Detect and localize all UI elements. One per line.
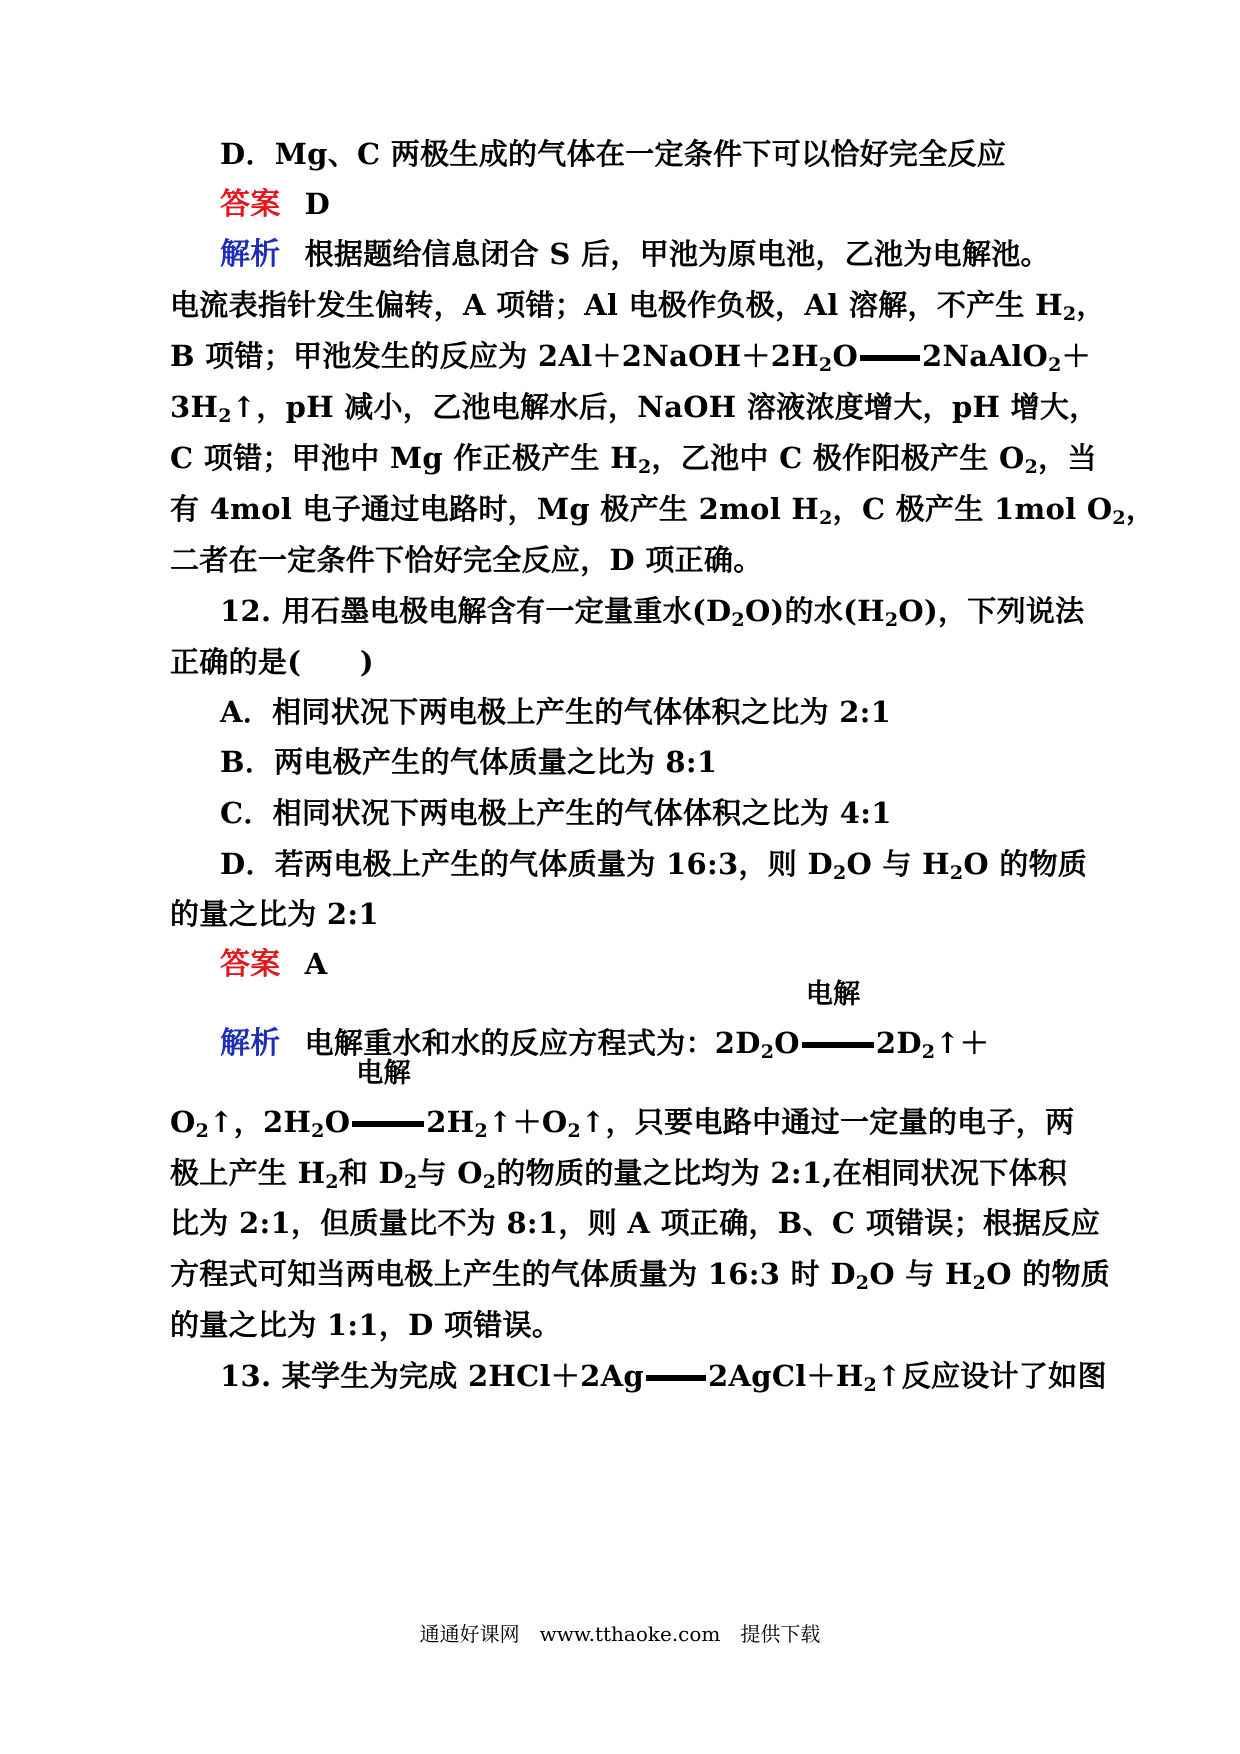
- page-footer: 通通好课网 www.tthaoke.com 提供下载: [419, 1622, 821, 1646]
- double-line-equals: [860, 355, 920, 361]
- double-line-equals: [646, 1375, 706, 1381]
- double-line-equals: [352, 1121, 424, 1127]
- q11-analysis-line-3: B 项错；甲池发生的反应为 $2Al+2NaOH+2H_2O$ 2NaAlO$_2$＋: [170, 339, 1091, 376]
- answer-value: A: [304, 947, 328, 981]
- q12-option-d: D．若两电极上产生的气体质量为 16:3，则 $D_2O$ 与 $H_2O$ 的物质: [220, 847, 1088, 884]
- q12-option-a: A．相同状况下两电极上产生的气体体积之比为 2:1: [220, 695, 892, 729]
- q12-stem-line-1: 12. 用石墨电极电解含有一定量重水$(D_2O)$的水$(H_2O)$，下列说法: [220, 594, 1085, 631]
- answer-label: 答案: [220, 947, 281, 982]
- q11-analysis-line-2: 电流表指针发生偏转，A 项错；Al 电极作负极，Al 溶解，不产生 $H_2$，: [170, 288, 1106, 325]
- analysis-label: 解析: [220, 1026, 281, 1061]
- q12-analysis-line-5: 方程式可知当两电极上产生的气体质量为 16:3 时 $D_2O$ 与 $H_2O$ 的物质: [170, 1257, 1111, 1294]
- reaction-condition: 电解: [805, 979, 861, 1010]
- analysis-label: 解析: [220, 237, 281, 272]
- q12-option-b: B．两电极产生的气体质量之比为 8:1: [220, 745, 718, 779]
- q11-analysis-line-6: 有 4mol 电子通过电路时，Mg 极产生 2mol $H_2$，C 极产生 1mol $O_2$，: [170, 492, 1156, 529]
- q12-analysis-line-1: 解析 电解重水和水的反应方程式为：$2D_2O$ 电解 $2D_2↑+$: [220, 979, 990, 1063]
- q11-answer: [220, 186, 330, 223]
- q12-analysis-line-6: 的量之比为 1:1，D 项错误。: [170, 1308, 562, 1342]
- q12-option-c: C．相同状况下两电极上产生的气体体积之比为 4:1: [220, 796, 892, 830]
- q12-option-d-line-2: 的量之比为 2:1: [170, 897, 379, 931]
- answer-value: D: [304, 187, 331, 221]
- double-line-equals: [802, 1042, 874, 1048]
- q12-analysis-line-2: $O_2↑$，$2H_2O$ 电解 $2H_2↑+O_2↑$，只要电路中通过一定量的电子，两: [170, 1058, 1075, 1142]
- q12-analysis-line-3: 极上产生 $H_2$和 $D_2$与 $O_2$的物质的量之比均为 2:1,在相同状况下体积: [170, 1156, 1068, 1193]
- q11-analysis-line-7: 二者在一定条件下恰好完全反应，D 项正确。: [170, 543, 763, 577]
- q12-stem-line-2: 正确的是( ): [170, 645, 374, 679]
- q11-option-d: D．Mg、C 两极生成的气体在一定条件下可以恰好完全反应: [220, 137, 1007, 171]
- q11-analysis-line-4: $3H_2↑$，pH 减小，乙池电解水后，NaOH 溶液浓度增大，pH 增大，: [170, 390, 1099, 427]
- q11-analysis-line-5: C 项错；甲池中 Mg 作正极产生 $H_2$，乙池中 C 极作阳极产生 $O_2$，当: [170, 441, 1097, 478]
- q13-stem: 13. 某学生为完成 2HCl＋2Ag $2AgCl+H_2↑$反应设计了如图: [220, 1359, 1107, 1396]
- q11-analysis-line-1: 解析 根据题给信息闭合 S 后，甲池为原电池，乙池为电解池。: [220, 237, 1050, 272]
- reaction-condition: 电解: [356, 1058, 411, 1089]
- q12-answer: [220, 946, 327, 983]
- answer-label: 答案: [220, 187, 281, 222]
- q12-analysis-line-4: 比为 2:1，但质量比不为 8:1，则 A 项正确，B、C 项错误；根据反应: [170, 1206, 1101, 1240]
